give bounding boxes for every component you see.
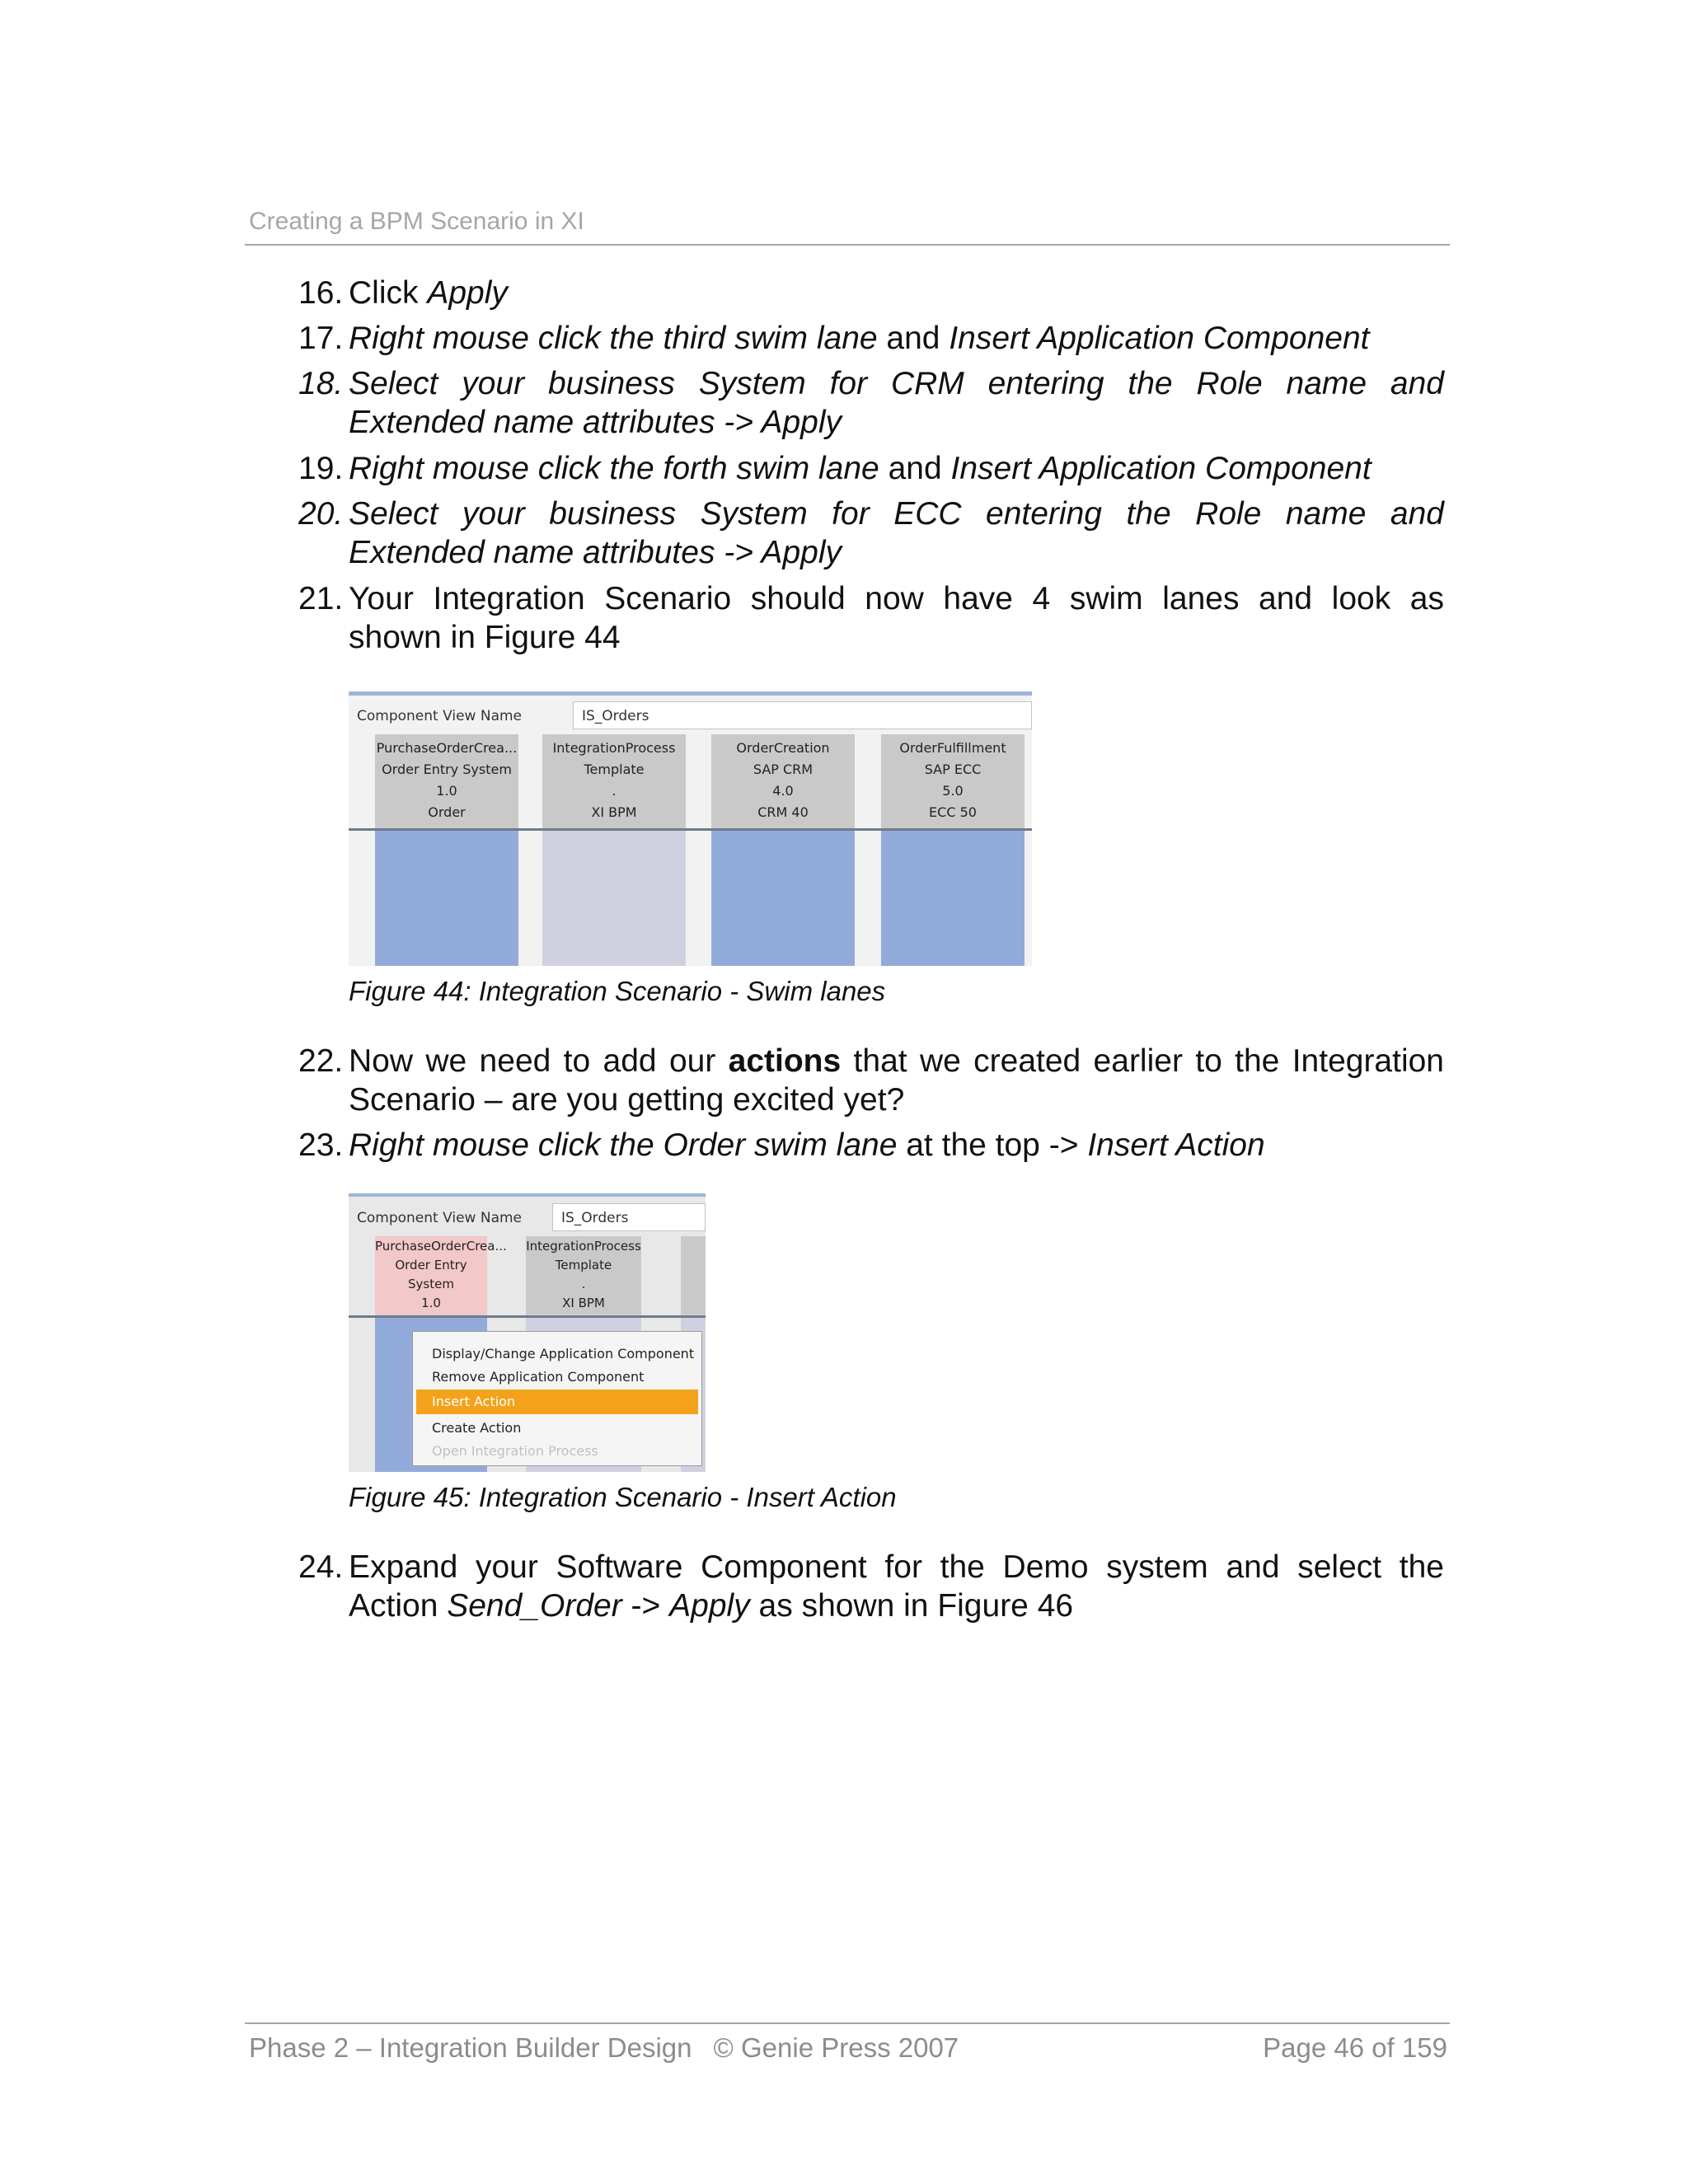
step-20 [298,494,1444,572]
step-23 [298,1126,1444,1165]
step-text-line-2: Scenario – are you getting excited yet? [349,1082,905,1118]
swim-lane-body [881,831,1025,966]
step-emphasis: Right mouse click the forth swim lane [349,451,879,486]
step-emphasis: Insert Application Component [949,321,1370,356]
lane-version: 5.0 [942,783,964,799]
lane-role: XI BPM [591,804,637,820]
header-title: Creating a BPM Scenario in XI [249,208,584,235]
lane-system: Order Entry System [382,762,512,777]
swim-lane-header [542,734,686,828]
component-view-name-label: Component View Name [357,708,522,724]
lane-component-name: IntegrationProcess [552,740,676,756]
swim-lane-1[interactable] [375,734,518,966]
swim-lane-header [375,734,518,828]
figure-top-border [349,691,1032,696]
page-header [245,204,1450,246]
step-18 [298,364,1444,442]
step-number: 19. [298,451,344,486]
step-emphasis: Send_Order [447,1588,622,1624]
lane-header-divider [349,828,1032,831]
menu-item-create-action[interactable]: Create Action [432,1420,522,1436]
figure-45-caption: Figure 45: Integration Scenario - Insert Action [349,1482,897,1512]
step-text-line-1: Select your business System for CRM entering the Role name and [349,366,1444,401]
step-text-line-1: Expand your Software Component for the Demo system and select the [349,1549,1444,1585]
step-emphasis: Insert Action [1087,1127,1265,1163]
lane-component-name: IntegrationProcess [526,1239,641,1254]
footer-page-number: Page 46 of 159 [1263,2032,1447,2063]
step-text: Now we need to add our [349,1043,729,1079]
step-emphasis: Right mouse click the third swim lane [349,321,878,356]
step-emphasis: Insert Application Component [950,451,1372,486]
swim-lane-3[interactable] [711,734,855,966]
lane-version: . [581,1277,586,1291]
figure-44-caption: Figure 44: Integration Scenario - Swim lanes [349,976,886,1006]
step-19 [298,449,1444,488]
swim-lane-header [375,1236,507,1315]
step-emphasis: Apply [669,1588,750,1624]
component-view-name-field[interactable] [552,1203,706,1231]
step-text-line-2: shown in Figure 44 [349,620,621,655]
step-17 [298,319,1444,358]
step-text-line-1: Select your business System for ECC entering the Role name and [349,496,1444,532]
swim-lane-header [881,734,1025,828]
step-24 [298,1548,1444,1625]
lane-version: 1.0 [436,783,457,799]
lane-component-name: PurchaseOrderCrea... [375,1239,507,1254]
step-text: at the top -> [897,1127,1088,1163]
step-16 [298,274,1444,312]
context-menu [412,1331,702,1466]
step-number: 17. [298,321,344,356]
lane-component-name: OrderFulfillment [899,740,1006,756]
figure-45-insert-action [349,1193,706,1472]
figure-44-swim-lanes [349,691,1032,966]
step-strong: actions [728,1043,842,1079]
step-text: Action [349,1588,448,1624]
component-view-name-value: IS_Orders [561,1210,629,1226]
swim-lane-header [711,734,855,828]
step-text: that we created earlier to the Integration [841,1043,1445,1079]
lane-role: Order [428,804,466,820]
lane-system: Order Entry System [395,1258,467,1291]
step-text-line-1 [349,1042,1444,1080]
step-text: Click [349,275,428,311]
step-number: 24. [298,1549,344,1585]
footer-section: Phase 2 – Integration Builder Design [249,2032,692,2063]
step-text-line-2: Extended name attributes -> Apply [349,535,842,570]
lane-component-name: OrderCreation [736,740,830,756]
swim-lane-2[interactable] [542,734,686,966]
swim-lane-body [542,831,686,966]
swim-lane-body [711,831,855,966]
step-text: -> [621,1588,670,1624]
swim-lane-header [526,1236,641,1315]
step-text-line-2: Extended name attributes -> Apply [349,405,842,440]
lane-version: 4.0 [772,783,794,799]
menu-item-display-change-component[interactable]: Display/Change Application Component [432,1346,695,1361]
component-view-name-field[interactable] [573,701,1032,729]
lane-version: 1.0 [421,1296,441,1310]
swim-lane-body [375,831,518,966]
step-text-line-2 [349,1586,1444,1625]
step-text-line-1: Your Integration Scenario should now have 4 swim lanes and look as [349,581,1444,616]
lane-system: Template [584,762,645,777]
step-text: as shown in Figure 46 [749,1588,1074,1624]
footer-copyright: © Genie Press 2007 [713,2032,959,2063]
figure-top-border [349,1193,706,1197]
lane-role: CRM 40 [757,804,809,820]
step-text: and [877,321,950,356]
step-number: 16. [298,275,344,311]
swim-lane-header [681,1236,706,1315]
menu-item-open-integration-process: Open Integration Process [432,1443,598,1459]
page-footer [245,2022,1450,2074]
step-number: 23. [298,1127,344,1163]
lane-component-name: PurchaseOrderCrea... [376,740,518,756]
lane-role: ECC 50 [929,804,977,820]
step-21 [298,579,1444,657]
step-number: 18. [298,366,344,401]
lane-role: XI BPM [562,1296,605,1310]
step-emphasis: Apply [427,275,508,311]
step-number: 22. [298,1043,344,1079]
lane-system: Template [555,1258,612,1272]
component-view-name-label: Component View Name [357,1210,522,1226]
lane-header-divider [349,1315,706,1318]
step-number: 21. [298,581,344,616]
swim-lane-4[interactable] [881,734,1025,966]
lane-system: SAP CRM [753,762,814,777]
menu-item-remove-component[interactable]: Remove Application Component [432,1369,645,1385]
step-emphasis: Right mouse click the Order swim lane [349,1127,898,1163]
component-view-name-value: IS_Orders [582,708,649,724]
menu-item-insert-action[interactable]: Insert Action [416,1390,698,1414]
step-text: and [879,451,951,486]
step-22 [298,1042,1444,1119]
lane-version: . [612,783,617,799]
lane-system: SAP ECC [924,762,982,777]
step-number: 20. [298,496,344,532]
